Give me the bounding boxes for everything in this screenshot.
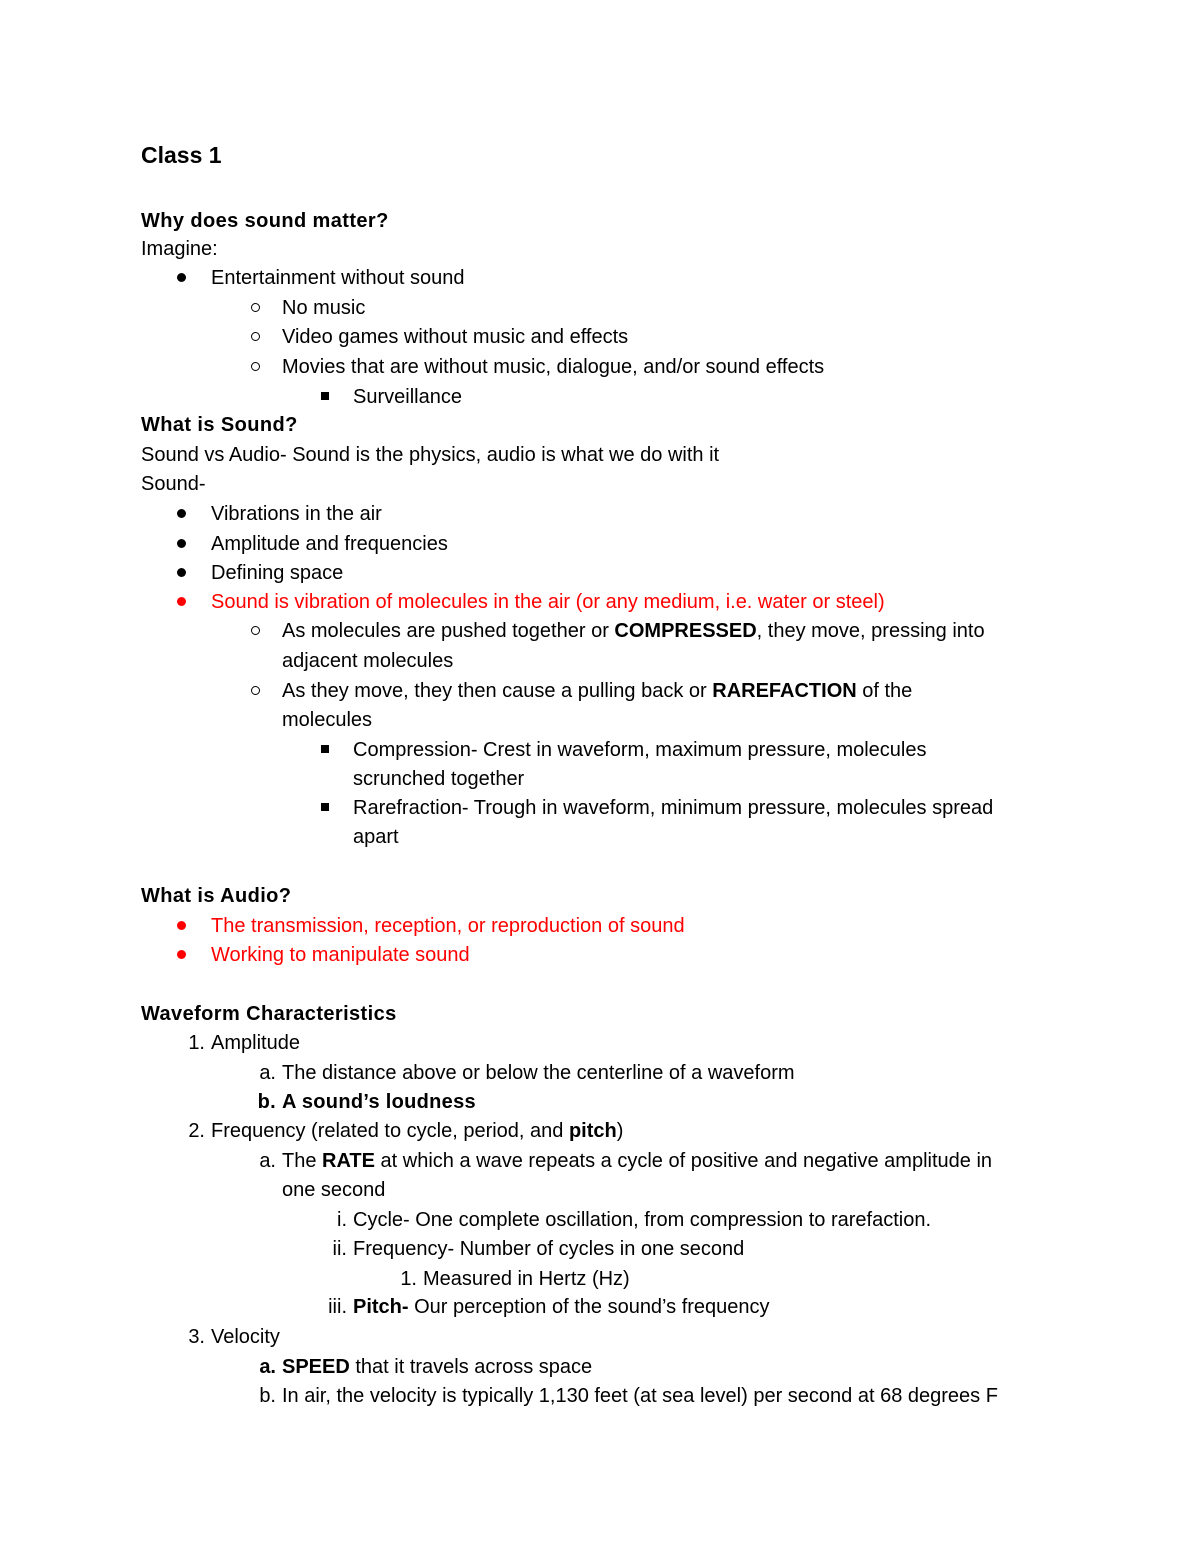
list-item [257,1087,476,1117]
list-item-text: Frequency (related to cycle, period, and [211,1120,569,1142]
list-item [332,1234,745,1264]
bold-term: Pitch- [353,1296,409,1318]
list-item [282,616,985,646]
list-item-text: Frequency- Number of cycles in one second [353,1238,745,1260]
list-marker: i. [337,1209,347,1231]
list-item [400,1264,630,1294]
bullet-ring-icon [240,676,270,706]
bullet-dot-icon [166,911,196,941]
list-item-text: Velocity [211,1326,280,1348]
bold-term: COMPRESSED [614,620,757,642]
list-item [211,558,343,588]
list-item-text: Amplitude [211,1032,300,1054]
list-marker: 1. [400,1268,417,1290]
bold-term: SPEED [282,1356,350,1378]
list-item [353,793,993,823]
list-marker: b. [259,1385,276,1407]
heading-what-is-audio: What is Audio? [141,885,292,907]
list-item [259,1381,998,1411]
list-item-text: As they move, they then cause a pulling back or [282,680,713,702]
list-item-text: The [282,1150,323,1172]
paragraph: Sound- [141,473,206,495]
bullet-ring-icon [240,322,270,352]
list-item [259,1058,795,1088]
list-marker: iii. [328,1296,347,1318]
list-item [353,735,927,765]
list-item-text: that it travels across space [349,1356,593,1378]
list-marker: 1. [188,1032,205,1054]
list-item-text: at which a wave repeats a cycle of positive and negative amplitude in [375,1150,993,1172]
list-marker: a. [259,1356,276,1378]
list-item [188,1116,624,1146]
list-item-text: The transmission, reception, or reproduction of sound [211,915,685,937]
bullet-dot-icon [166,940,196,970]
list-item-continuation: scrunched together [353,768,525,790]
list-item-text: Vibrations in the air [211,503,382,525]
list-marker: ii. [332,1238,347,1260]
bold-term: RAREFACTION [712,680,857,702]
list-item-continuation: adjacent molecules [282,650,454,672]
list-item-text: Entertainment without sound [211,267,465,289]
list-marker: b. [257,1091,276,1113]
list-item [282,293,365,323]
list-item-text: Video games without music and effects [282,326,629,348]
list-item [259,1352,593,1382]
bullet-ring-icon [240,616,270,646]
list-item [328,1292,770,1322]
list-item [211,587,885,617]
paragraph: Sound vs Audio- Sound is the physics, audio is what we do with it [141,444,720,466]
list-item-text: Surveillance [353,386,462,408]
list-item-text: No music [282,297,366,319]
list-item-text: Movies that are without music, dialogue, and/or sound effects [282,356,825,378]
list-item-continuation: apart [353,826,399,848]
list-item [259,1146,993,1176]
bullet-square-icon [310,382,340,412]
list-item-text: Defining space [211,562,344,584]
bullet-dot-icon [166,529,196,559]
list-item-text: Rarefraction- Trough in waveform, minimum pressure, molecules spread [353,797,994,819]
bullet-dot-icon [166,499,196,529]
bullet-square-icon [310,793,340,823]
bold-term: RATE [322,1150,375,1172]
list-item [211,940,470,970]
list-item-text: Cycle- One complete oscillation, from compression to rarefaction. [353,1209,932,1231]
list-item-text: Measured in Hertz (Hz) [423,1268,630,1290]
page-title: Class 1 [141,142,222,168]
list-item [282,676,912,706]
list-item [337,1205,932,1235]
list-item [188,1322,280,1352]
list-item [211,911,685,941]
list-item [353,382,462,412]
list-marker: a. [259,1062,276,1084]
heading-what-is-sound: What is Sound? [141,414,298,436]
bullet-square-icon [310,735,340,765]
bullet-ring-icon [240,352,270,382]
list-marker: 2. [188,1120,205,1142]
list-marker: a. [259,1150,276,1172]
bullet-dot-icon [166,587,196,617]
bullet-dot-icon [166,263,196,293]
list-item-text: In air, the velocity is typically 1,130 feet (at sea level) per second at 68 degrees F [282,1385,998,1407]
list-item [211,263,465,293]
list-item-text: of the [856,680,913,702]
list-item-text: Working to manipulate sound [211,944,470,966]
list-item-text: A sound’s loudness [282,1091,476,1113]
list-item [282,352,824,382]
list-item-text: Sound is vibration of molecules in the air (or any medium, i.e. water or steel) [211,591,885,613]
list-item [282,322,628,352]
bullet-ring-icon [240,293,270,323]
bold-term: pitch [568,1120,617,1142]
list-item-continuation: one second [282,1179,386,1201]
list-item-text: Our perception of the sound’s frequency [408,1296,770,1318]
list-item-text: Amplitude and frequencies [211,533,448,555]
heading-why-sound-matters: Why does sound matter? [141,210,389,232]
bullet-dot-icon [166,558,196,588]
list-item [211,499,382,529]
heading-waveform-characteristics: Waveform Characteristics [141,1003,397,1025]
list-item [211,529,448,559]
list-item-continuation: molecules [282,709,373,731]
list-marker: 3. [188,1326,205,1348]
list-item-text: , they move, pressing into [756,620,985,642]
list-item [188,1028,300,1058]
intro-text: Imagine: [141,238,218,260]
list-item-text: Compression- Crest in waveform, maximum pressure, molecules [353,739,927,761]
list-item-text: The distance above or below the centerline of a waveform [282,1062,795,1084]
list-item-text: As molecules are pushed together or [282,620,615,642]
list-item-text: ) [616,1120,624,1142]
